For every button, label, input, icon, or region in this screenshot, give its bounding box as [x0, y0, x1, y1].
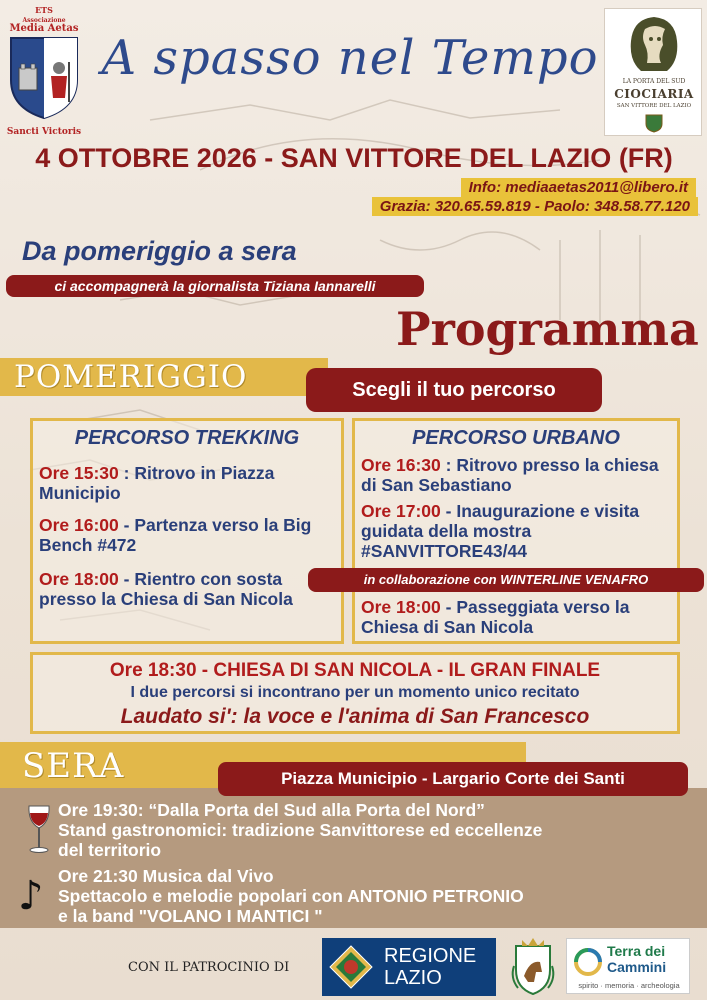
terra-ring-icon: [573, 947, 603, 977]
finale-description: I due percorsi si incontrano per un momento unico recitato: [130, 684, 580, 701]
terra-tagline: spirito · memoria · archeologia: [578, 981, 680, 990]
sera-location-banner: Piazza Municipio - Largario Corte dei Santi: [218, 762, 688, 796]
trekking-item: Ore 16:00 - Partenza verso la Big Bench #472: [39, 515, 312, 555]
logo-motto: Sancti Victoris: [6, 127, 82, 137]
urbano-box: [352, 418, 680, 644]
logo-name: Media Aetas: [9, 23, 79, 34]
music-note-icon: ♪: [18, 873, 44, 919]
sera-label: SERA: [22, 746, 125, 786]
pomeriggio-band: [0, 358, 328, 396]
crest-icon: [645, 113, 663, 133]
shield-icon: [9, 36, 79, 120]
trekking-box: [30, 418, 344, 644]
contact-info: [316, 176, 702, 220]
poster-title: A spasso nel Tempo: [101, 30, 599, 86]
lazio-label: LAZIO: [384, 967, 442, 989]
sera-event2-line2: Spettacolo e melodie popolari con ANTONIO PETRONIO: [58, 886, 524, 906]
cammini-label: Cammini: [607, 959, 667, 975]
pomeriggio-label: POMERIGGIO: [14, 359, 248, 395]
regione-lazio-emblem-icon: [328, 944, 374, 990]
municipal-crest-icon: [508, 936, 558, 996]
urbano-item: Ore 16:30 : Ritrovo presso la chiesa di San Sebastiano: [361, 455, 659, 495]
programma-heading: Programma: [396, 302, 699, 356]
trekking-title: PERCORSO TREKKING: [74, 427, 300, 449]
contact-phones: Grazia: 320.65.59.819 - Paolo: 348.58.77.120: [372, 197, 698, 216]
trekking-item: Ore 18:00 - Rientro con sosta presso la Chiesa di San Nicola: [39, 569, 293, 609]
media-aetas-logo: [4, 6, 84, 136]
contact-email: Info: mediaaetas2011@libero.it: [461, 178, 696, 197]
finale-box: [30, 652, 680, 734]
logo-right-line1: LA PORTA DEL SUD: [622, 78, 686, 85]
regione-lazio-logo: [322, 938, 496, 996]
collaboration-banner: in collaborazione con WINTERLINE VENAFRO: [308, 568, 704, 592]
regione-label: REGIONE: [384, 945, 477, 967]
terra-label: Terra dei: [607, 943, 666, 959]
urbano-title: PERCORSO URBANO: [412, 427, 620, 449]
trekking-item: Ore 15:30 : Ritrovo in Piazza Municipio: [39, 463, 275, 503]
ancient-head-icon: [627, 15, 681, 75]
sera-event2-line3: e la band "VOLANO I MANTICI ": [58, 906, 323, 926]
event-date: 4 OTTOBRE 2026 - SAN VITTORE DEL LAZIO (FR): [35, 143, 673, 173]
urbano-item: Ore 18:00 - Passeggiata verso la Chiesa di San Nicola: [361, 597, 630, 637]
wine-glass-icon: [26, 804, 52, 854]
choose-route-banner: Scegli il tuo percorso: [306, 368, 602, 412]
journalist-banner: ci accompagnerà la giornalista Tiziana Iannarelli: [6, 275, 424, 297]
logo-right-line3: SAN VITTORE DEL LAZIO: [616, 103, 692, 109]
patronage-label: CON IL PATROCINIO DI: [128, 960, 290, 975]
finale-heading: Ore 18:30 - CHIESA DI SAN NICOLA - IL GRAN FINALE: [109, 660, 601, 681]
urbano-item: Ore 17:00 - Inaugurazione e visita guidata della mostra #SANVITTORE43/44: [361, 501, 640, 561]
sera-event1-line1: Ore 19:30: “Dalla Porta del Sud alla Porta del Nord”: [58, 800, 485, 820]
sera-event1-line3: del territorio: [58, 840, 162, 860]
porta-del-sud-logo: [604, 8, 702, 136]
sera-event1-line2: Stand gastronomici: tradizione Sanvittorese ed eccellenze: [58, 820, 543, 840]
logo-right-line2: CIOCIARIA: [614, 87, 694, 101]
sera-event2-line1: Ore 21:30 Musica dal Vivo: [58, 866, 274, 886]
subtitle: Da pomeriggio a sera: [22, 236, 297, 266]
finale-title: Laudato si': la voce e l'anima di San Francesco: [120, 705, 590, 728]
terra-dei-cammini-logo: [566, 938, 690, 994]
logo-ets-label: ETS Associazione: [22, 5, 66, 24]
